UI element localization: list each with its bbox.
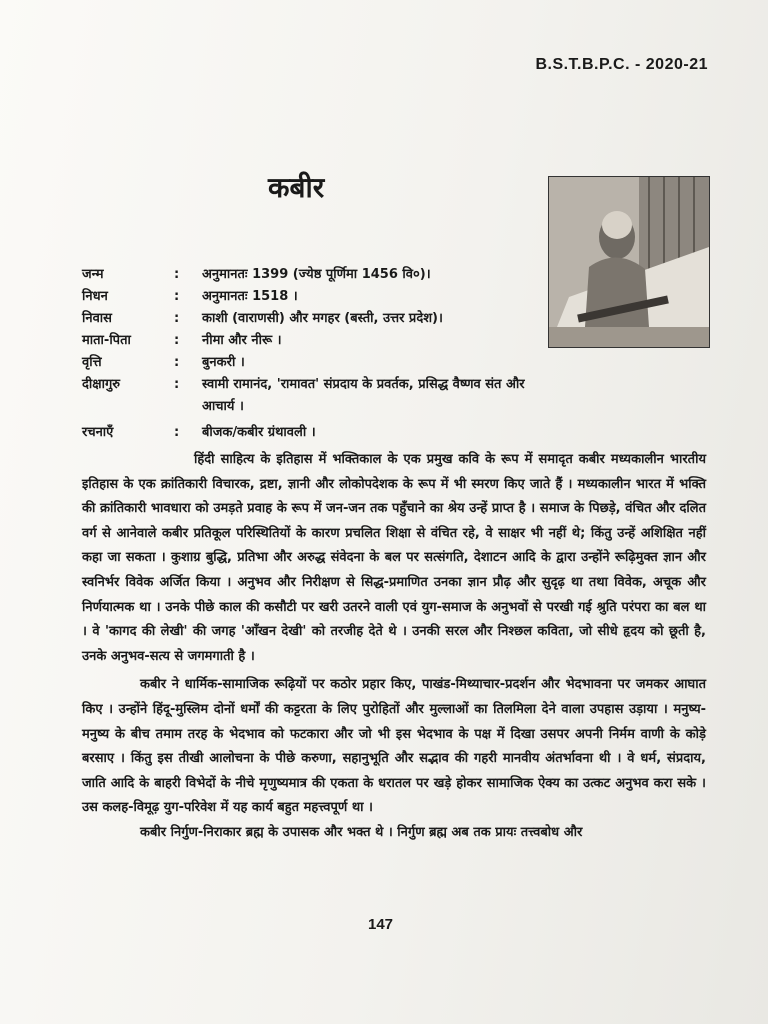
biodata-value: नीमा और नीरू । <box>202 333 282 348</box>
biodata-value: अनुमानतः 1518 । <box>202 289 298 304</box>
paragraph: कबीर ने धार्मिक-सामाजिक रूढ़ियों पर कठोर प्रहार किए, पाखंड-मिथ्याचार-प्रदर्शन और भेदभावना पर जमकर आघात किए । उन्होंने हिंदू-मुस्लिम दोनों धर्मों की कट्टरता के लिए पुरोहितों और मुल्लाओं का तिलमिला देने वाला उपहास उड़ाया । मनुष्य-मनुष्य के बीच तमाम तरह के भेदभाव को फटकारा और जो भी इस भेदभाव के पक्ष में दिखा उसपर अपनी निर्मम वाणी के कोड़े बरसाए । किंतु इस तीखी आलोचना के पीछे करुणा, सहानुभूति और सद्भाव की गहरी मानवीय अंतर्भावना थी । वे धर्म, संप्रदाय, जाति आदि के बाहरी विभेदों के नीचे मृणुष्यमात्र की एकता के धरातल पर खड़े होकर सामाजिक ऐक्य का उत्कट अनुभव करा सके । उस कलह-विमूढ़ युग-परिवेश में यह कार्य बहुत महत्त्वपूर्ण था । <box>82 677 706 816</box>
biodata-value: बीजक/कबीर ग्रंथावली । <box>202 425 316 440</box>
chapter-title: कबीर <box>268 171 325 204</box>
biodata-value: अनुमानतः 1399 (ज्येष्ठ पूर्णिमा 1456 वि०)। <box>202 267 431 282</box>
biodata-separator: : <box>174 333 180 348</box>
biodata-value: स्वामी रामानंद, 'रामावत' संप्रदाय के प्रवर्तक, प्रसिद्ध वैष्णव संत और आचार्य । <box>202 377 525 414</box>
biodata-row <box>82 286 552 308</box>
biodata-key: दीक्षागुरु <box>82 377 121 392</box>
biodata-key: निवास <box>82 311 112 326</box>
page-number: 147 <box>368 916 394 933</box>
biodata-key: माता-पिता <box>82 333 131 348</box>
biodata-key: रचनाएँ <box>82 425 114 440</box>
portrait-image <box>548 176 710 348</box>
biodata-separator: : <box>174 267 180 282</box>
biodata-key: वृत्ति <box>82 355 102 370</box>
biodata-row <box>82 352 552 374</box>
biodata-table <box>82 264 552 444</box>
biodata-separator: : <box>174 425 180 440</box>
biodata-row <box>82 264 552 286</box>
biodata-row <box>82 330 552 352</box>
biodata-separator: : <box>174 289 180 304</box>
biodata-value: काशी (वाराणसी) और मगहर (बस्ती, उत्तर प्रदेश)। <box>202 311 443 326</box>
biodata-separator: : <box>174 377 180 392</box>
biodata-row <box>82 422 552 444</box>
biodata-separator: : <box>174 355 180 370</box>
paragraph: कबीर निर्गुण-निराकार ब्रह्म के उपासक और भक्त थे । निर्गुण ब्रह्म अब तक प्रायः तत्त्वबोध और <box>140 824 583 840</box>
biodata-key: जन्म <box>82 267 104 282</box>
paragraph: हिंदी साहित्य के इतिहास में भक्तिकाल के एक प्रमुख कवि के रूप में समादृत कबीर मध्यकालीन भारतीय इतिहास के एक क्रांतिकारी विचारक, द्रष्टा, ज्ञानी और लोकोपदेशक के रूप में भी स्मरण किए जाते हैं । मध्यकालीन भारत में भक्ति की क्रांतिकारी भावधारा को उमड़ते प्रवाह के रूप में जन-जन तक पहुँचाने का श्रेय उन्हें प्राप्त है । समाज के पिछड़े, वंचित और दलित वर्ग से आनेवाले कबीर प्रतिकूल परिस्थितियों के कारण प्रचलित शिक्षा से वंचित रहे, वे साक्षर भी नहीं थे; किंतु उन्हें अशिक्षित नहीं कहा जा सकता । कुशाग्र बुद्धि, प्रतिभा और अरुद्ध संवेदना के बल पर सत्संगति, देशाटन आदि के द्वारा उन्होंने रूढ़िमुक्त ज्ञान और स्वनिर्भर विवेक अर्जित किया । अनुभव और निरीक्षण से सिद्ध-प्रमाणित उनका ज्ञान प्रौढ़ और सुदृढ़ था तथा विवेक, अचूक और निर्णयात्मक था । उनके पीछे काल की कसौटी पर खरी उतरने वाली एवं युग-समाज के अनुभवों से परखी गई श्रुति परंपरा का बल था । वे 'कागद की लेखी' की जगह 'आँखन देखी' को तरजीह देते थे । उनकी सरल और निश्छल कविता, जो सीधे हृदय को छूती है, उनके अनुभव-सत्य से जगमगाती है । <box>82 452 706 664</box>
biodata-row <box>82 308 552 330</box>
biodata-separator: : <box>174 311 180 326</box>
biodata-row <box>82 374 552 418</box>
body-text <box>82 448 706 846</box>
header-code: B.S.T.B.P.C. - 2020-21 <box>535 56 708 73</box>
biodata-key: निधन <box>82 289 108 304</box>
biodata-value: बुनकरी । <box>202 355 245 370</box>
